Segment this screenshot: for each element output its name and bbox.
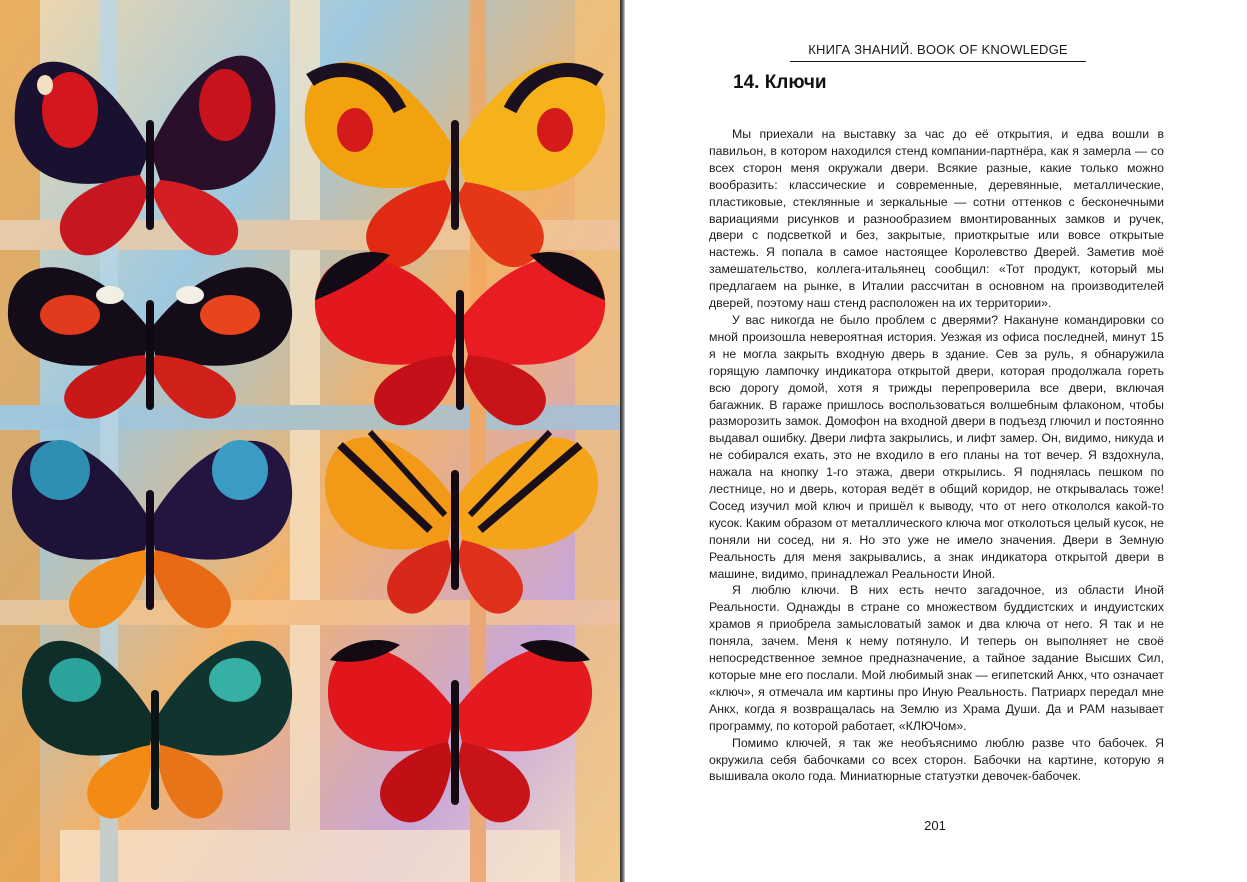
chapter-title: 14. Ключи <box>733 72 827 93</box>
text-page <box>625 0 1247 882</box>
running-head-rule <box>790 61 1086 62</box>
illustration-page <box>0 0 620 882</box>
paragraph: Помимо ключей, я так же необъяснимо люблю разве что бабочек. Я окружила себя бабочками со всех сторон. Бабочки на картине, которую я вышивала около года. Миниатюрные статуэтки девочек-бабочек. <box>709 735 1164 784</box>
running-head: КНИГА ЗНАНИЙ. BOOK OF KNOWLEDGE <box>808 42 1068 57</box>
paragraph: У вас никогда не было проблем с дверями? Накануне командировки со мной произошла невероятная история. Уезжая из офиса последней, минут 15 я не могла закрыть входную дверь в здание. Сев за руль, я обнаружила горящую лампочку индикатора открытой двери, которая продолжала гореть всю дорогу домой, хотя я трижды перепроверила все двери, включая багажник. В гараже пришлось воспользоваться волшебным флаконом, чтобы разморозить замок. Домофон на входной двери в подъезд глючил и постоянно выдавал ошибку. Двери лифта закрылись, и лифт замер. Он, видимо, никуда и не собирался ехать, это не входило в его планы на тот вечер. Я вздохнула, нажала на кнопку 1-го этажа, двери открылись. Я поднялась пешком по лестнице, но и дверь, которая ведёт в общий коридор, не открывалась тоже! Сосед изучил мой ключ и пришёл к выводу, что от него откололся какой-то кусок. Каким образом от металлического ключа мог отколоться целый кусок, не поняли ни сосед, ни я. Но это уже не имело значения. Двери в Земную Реальность для меня закрывались, а знак индикатора открытой двери в машине, видимо, принадлежал Реальности Иной. <box>709 312 1164 581</box>
paragraph: Мы приехали на выставку за час до её открытия, и едва вошли в павильон, в котором находился стенд компании-партнёра, как я замерла — со всех сторон меня окружали двери. Всякие разные, какие только можно вообразить: классические и современные, деревянные, металлические, пластиковые, стеклянные и зеркальные — сотни оттенков с бесконечными вариациями рисунков и разнообразием вмонтированных замков и ручек, двери с подсветкой и без, закрытые, приоткрытые или вовсе открытые настежь. Я попала в самое настоящее Королевство Дверей. Заметив моё замешательство, коллега-итальянец сообщил: «Тот продукт, который мы предлагаем на рынке, в Италии рассчитан в основном на производителей дверей, поэтому наш стенд расположен на их территории». <box>709 127 1164 311</box>
paragraph: Я люблю ключи. В них есть нечто загадочное, из области Иной Реальности. Однажды в стране со множеством буддистских и индуистских храмов я приобрела замысловатый замок и два ключа от него. Я так и не поняла, зачем. Меня к нему потянуло. И теперь он выполняет не своё непосредственное земное предназначение, а тайное задание Высших Сил, которые мне его послали. Мой любимый знак — египетский Анкх, что означает «ключ», я отмечала им картины про Иную Реальность. Патриарх передал мне Анкх, когда я возвращалась на Землю из Храма Души. Да и РАМ называет программу, по которой работает, «КЛЮЧом». <box>709 583 1164 733</box>
page-number: 201 <box>924 818 946 833</box>
butterflies-painting <box>0 0 620 882</box>
body-text <box>709 126 1164 785</box>
